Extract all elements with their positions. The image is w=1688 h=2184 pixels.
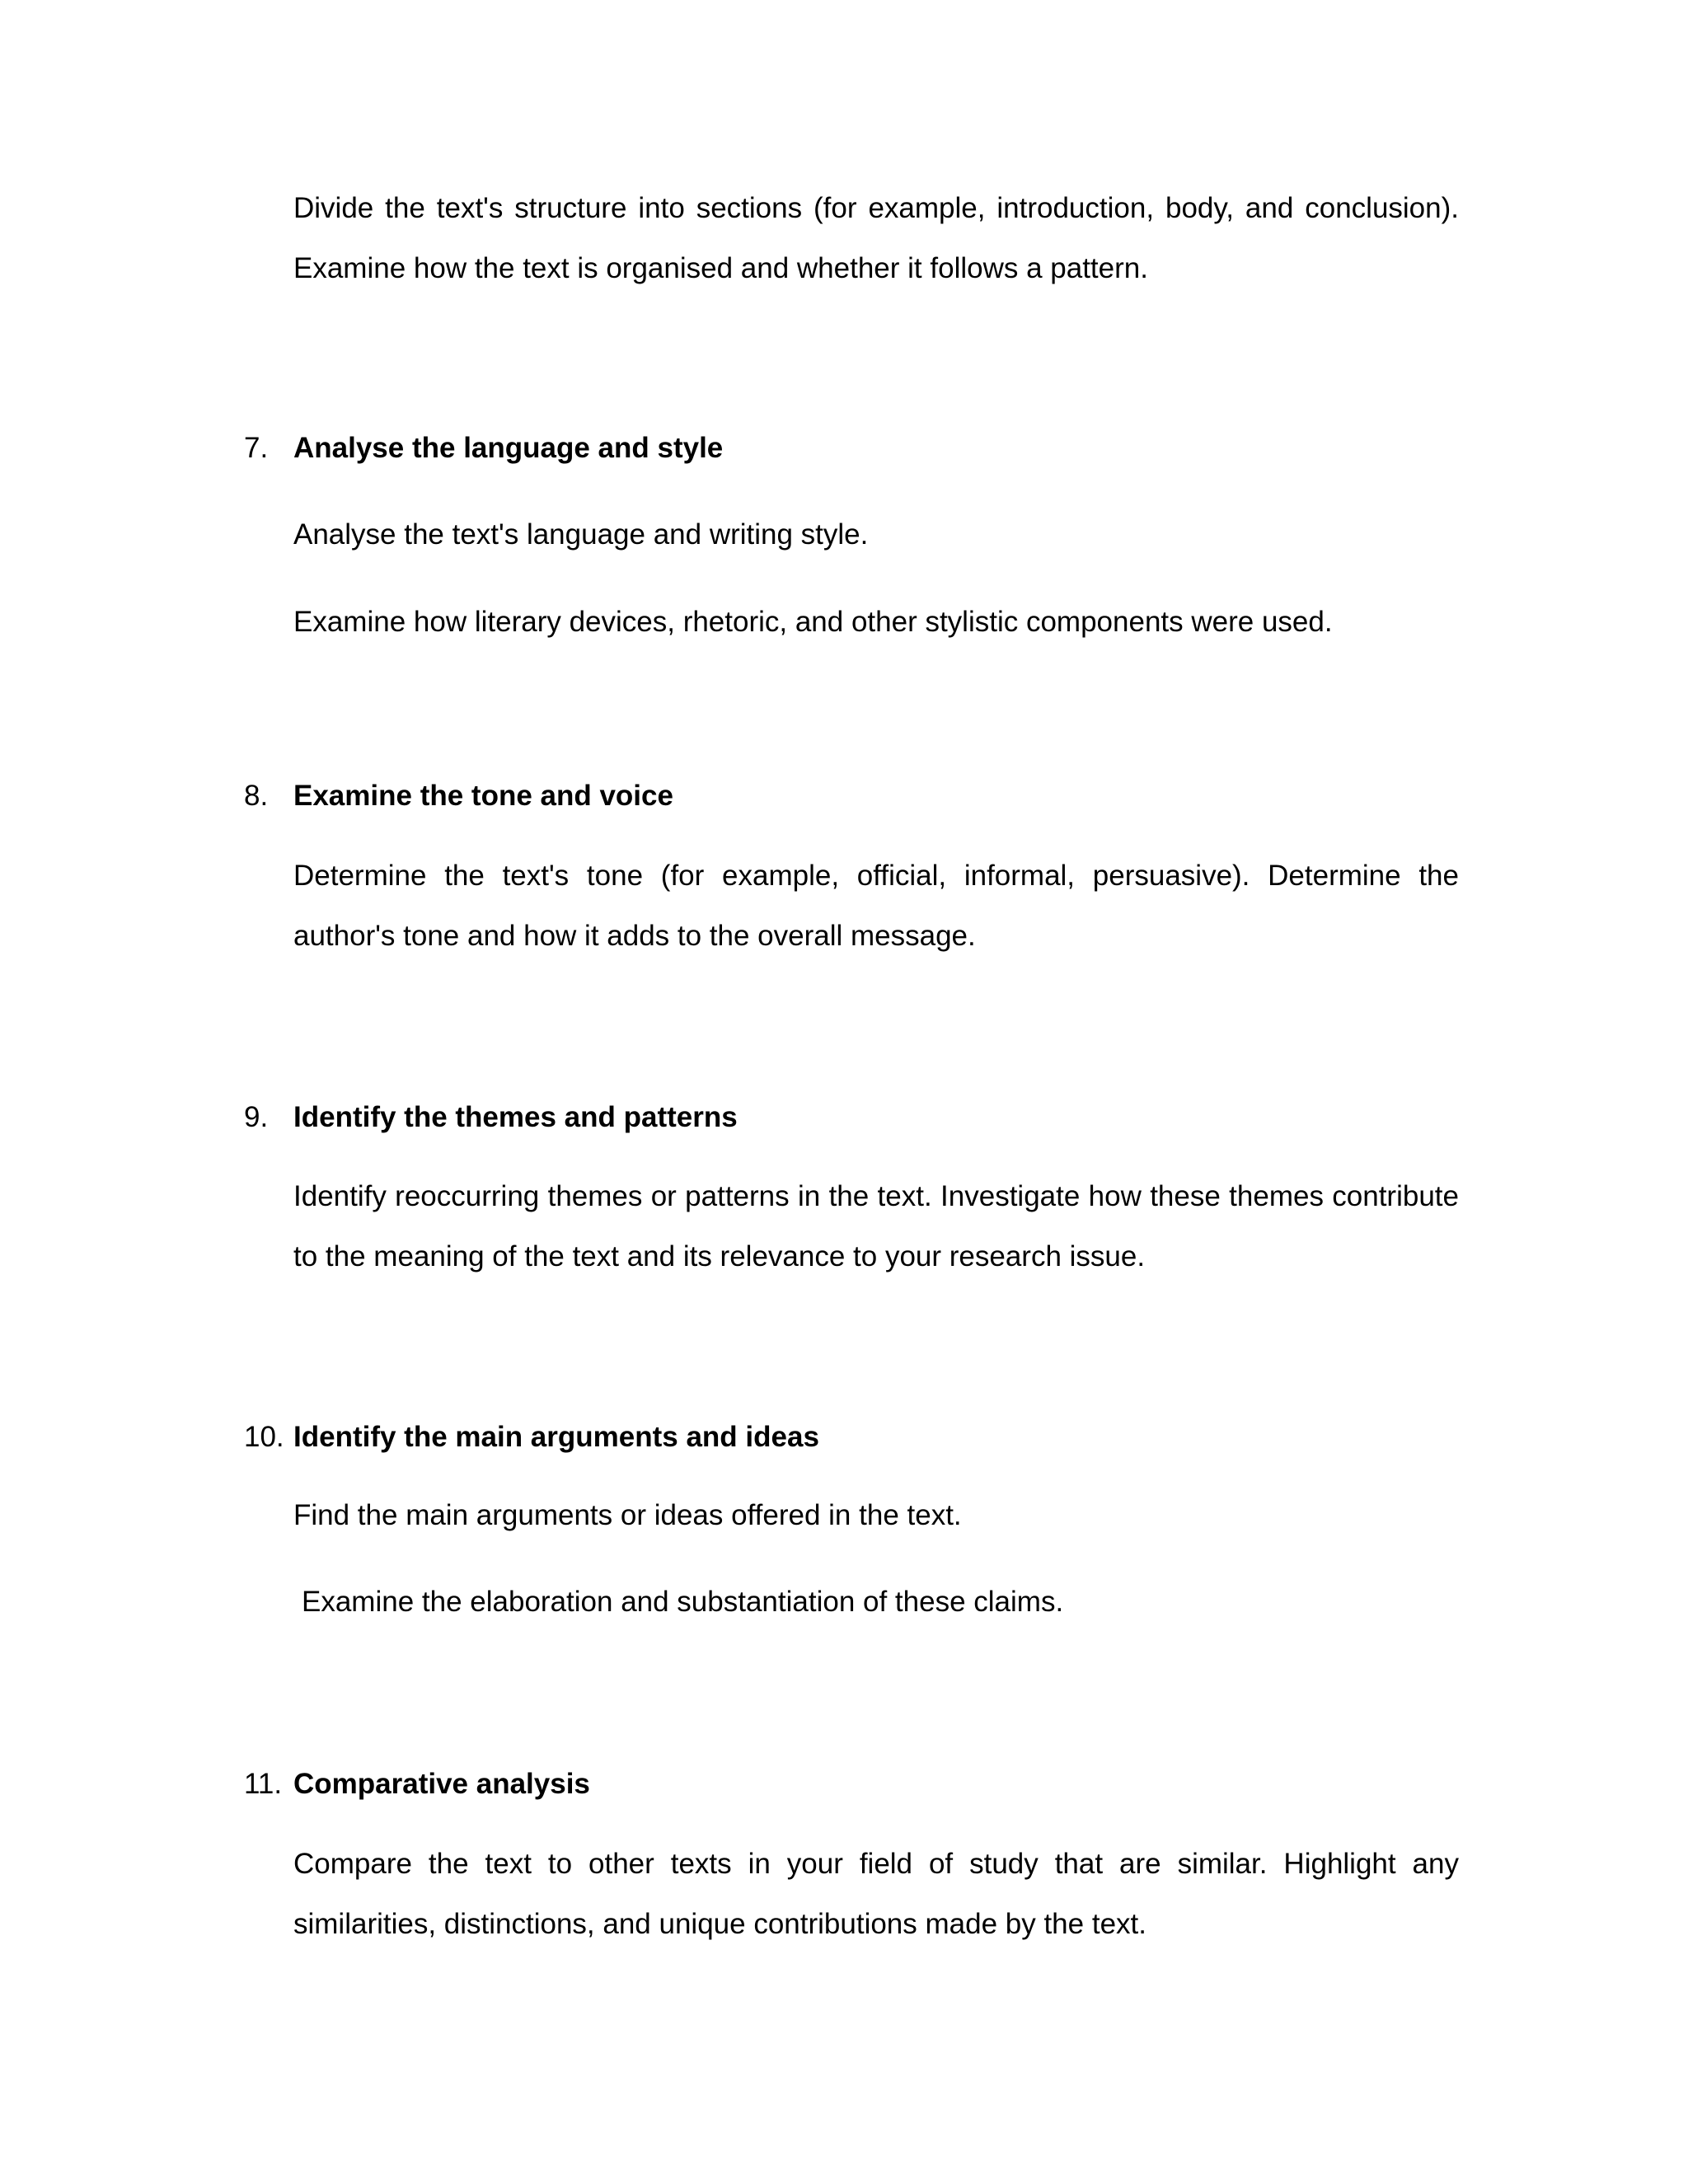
section-number: 9. xyxy=(244,1101,269,1133)
section-heading-7 xyxy=(244,430,1464,466)
section-title: Identify the themes and patterns xyxy=(293,1101,738,1133)
section-number: 10. xyxy=(244,1421,284,1453)
section-heading-8 xyxy=(244,778,1464,814)
section-title: Identify the main arguments and ideas xyxy=(293,1421,819,1453)
section-heading-9 xyxy=(244,1099,1464,1136)
intro-paragraph: Divide the text's structure into sections (for example, introduction, body, and conclusion). Examine how the text is organised and whether it follows a pattern. xyxy=(293,192,1459,284)
section-title: Examine the tone and voice xyxy=(293,780,673,812)
section-number: 11. xyxy=(244,1768,283,1800)
section-10-paragraph-2: Examine the elaboration and substantiation of these claims. xyxy=(302,1586,1064,1618)
section-7-paragraph-2: Examine how literary devices, rhetoric, and other stylistic components were used. xyxy=(293,606,1333,638)
section-8-paragraph-1: Determine the text's tone (for example, official, informal, persuasive). Determine the author's tone and how it adds to the overall message. xyxy=(293,860,1459,952)
section-title: Comparative analysis xyxy=(293,1768,590,1800)
section-11-paragraph-1: Compare the text to other texts in your field of study that are similar. Highlight any similarities, distinctions, and unique contributions made by the text. xyxy=(293,1848,1459,1940)
section-number: 7. xyxy=(244,432,269,464)
section-9-paragraph-1: Identify reoccurring themes or patterns in the text. Investigate how these themes contribute to the meaning of the text and its relevance to your research issue. xyxy=(293,1180,1459,1272)
section-heading-10 xyxy=(244,1419,1464,1455)
section-title: Analyse the language and style xyxy=(293,432,724,464)
section-10-paragraph-1: Find the main arguments or ideas offered in the text. xyxy=(293,1499,962,1531)
section-7-paragraph-1: Analyse the text's language and writing style. xyxy=(293,518,869,551)
section-number: 8. xyxy=(244,780,269,812)
section-heading-11 xyxy=(244,1766,1464,1802)
